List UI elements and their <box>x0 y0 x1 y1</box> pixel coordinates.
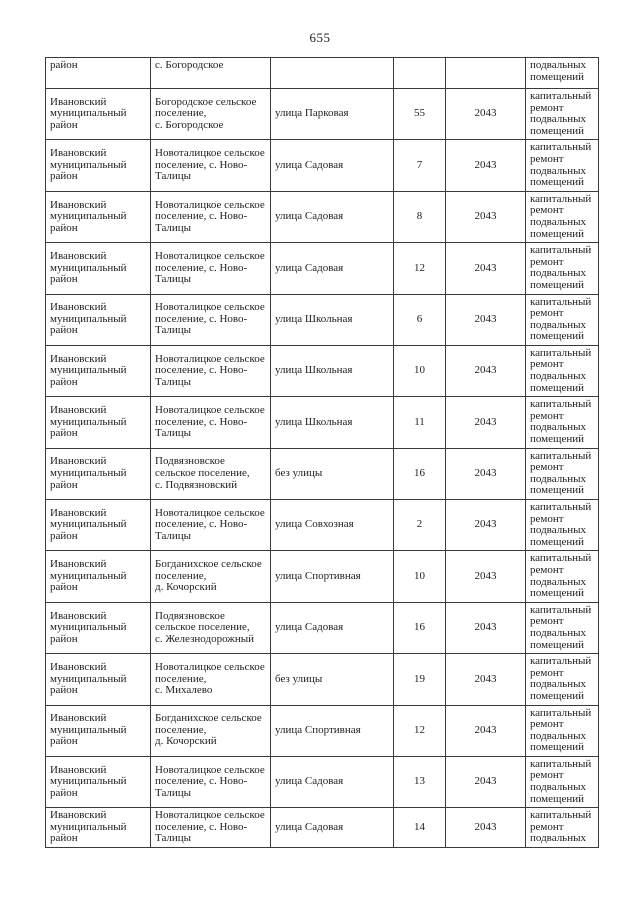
cell-district: Ивановский муниципальный район <box>46 756 151 807</box>
cell-settlement: Новоталицкое сельское поселение, с. Ново-Талицы <box>151 191 271 242</box>
cell-work-type: капитальный ремонт подвальных помещений <box>526 551 599 602</box>
cell-district: Ивановский муниципальный район <box>46 89 151 140</box>
cell-street: улица Садовая <box>271 808 394 848</box>
cell-house-number: 19 <box>394 654 446 705</box>
table-row <box>46 756 599 807</box>
cell-year <box>446 58 526 89</box>
cell-street: улица Спортивная <box>271 551 394 602</box>
cell-year: 2043 <box>446 448 526 499</box>
cell-year: 2043 <box>446 602 526 653</box>
cell-house-number: 8 <box>394 191 446 242</box>
cell-settlement: Богданихское сельское поселение, д. Кочорский <box>151 705 271 756</box>
cell-district: Ивановский муниципальный район <box>46 397 151 448</box>
cell-district: Ивановский муниципальный район <box>46 345 151 396</box>
cell-work-type: капитальный ремонт подвальных помещений <box>526 243 599 294</box>
cell-work-type: капитальный ремонт подвальных помещений <box>526 500 599 551</box>
table-body <box>46 58 599 848</box>
table-row <box>46 448 599 499</box>
page-number: 655 <box>309 30 331 45</box>
cell-street: улица Парковая <box>271 89 394 140</box>
cell-year: 2043 <box>446 294 526 345</box>
cell-settlement: Подвязновское сельское поселение, с. Железнодорожный <box>151 602 271 653</box>
cell-street: улица Школьная <box>271 397 394 448</box>
table-row <box>46 294 599 345</box>
cell-work-type: капитальный ремонт подвальных помещений <box>526 602 599 653</box>
cell-district: Ивановский муниципальный район <box>46 551 151 602</box>
cell-house-number: 16 <box>394 448 446 499</box>
cell-work-type: капитальный ремонт подвальных помещений <box>526 756 599 807</box>
cell-street: улица Садовая <box>271 602 394 653</box>
cell-settlement: Новоталицкое сельское поселение, с. Ново-Талицы <box>151 345 271 396</box>
cell-work-type: капитальный ремонт подвальных помещений <box>526 294 599 345</box>
cell-house-number: 10 <box>394 345 446 396</box>
cell-district: Ивановский муниципальный район <box>46 448 151 499</box>
cell-house-number: 7 <box>394 140 446 191</box>
cell-year: 2043 <box>446 654 526 705</box>
cell-house-number: 13 <box>394 756 446 807</box>
cell-settlement: Новоталицкое сельское поселение, с. Ново-Талицы <box>151 140 271 191</box>
cell-settlement: с. Богородское <box>151 58 271 89</box>
cell-year: 2043 <box>446 243 526 294</box>
cell-year: 2043 <box>446 500 526 551</box>
cell-settlement: Новоталицкое сельское поселение, с. Ново-Талицы <box>151 397 271 448</box>
cell-district: Ивановский муниципальный район <box>46 808 151 848</box>
cell-year: 2043 <box>446 397 526 448</box>
cell-district: район <box>46 58 151 89</box>
table-row <box>46 602 599 653</box>
cell-year: 2043 <box>446 756 526 807</box>
cell-settlement: Новоталицкое сельское поселение, с. Ново-Талицы <box>151 294 271 345</box>
cell-year: 2043 <box>446 89 526 140</box>
cell-street <box>271 58 394 89</box>
cell-house-number: 16 <box>394 602 446 653</box>
cell-work-type: капитальный ремонт подвальных помещений <box>526 448 599 499</box>
cell-district: Ивановский муниципальный район <box>46 191 151 242</box>
cell-year: 2043 <box>446 808 526 848</box>
cell-district: Ивановский муниципальный район <box>46 654 151 705</box>
cell-house-number: 12 <box>394 705 446 756</box>
cell-work-type: капитальный ремонт подвальных помещений <box>526 140 599 191</box>
cell-work-type: капитальный ремонт подвальных помещений <box>526 397 599 448</box>
cell-year: 2043 <box>446 705 526 756</box>
cell-street: улица Садовая <box>271 140 394 191</box>
cell-house-number: 11 <box>394 397 446 448</box>
table-row <box>46 243 599 294</box>
cell-settlement: Новоталицкое сельское поселение, с. Михалево <box>151 654 271 705</box>
cell-settlement: Новоталицкое сельское поселение, с. Ново-Талицы <box>151 243 271 294</box>
table-row <box>46 500 599 551</box>
cell-house-number: 10 <box>394 551 446 602</box>
cell-work-type: капитальный ремонт подвальных помещений <box>526 705 599 756</box>
cell-year: 2043 <box>446 345 526 396</box>
cell-settlement: Новоталицкое сельское поселение, с. Ново-Талицы <box>151 756 271 807</box>
cell-district: Ивановский муниципальный район <box>46 294 151 345</box>
cell-year: 2043 <box>446 551 526 602</box>
cell-year: 2043 <box>446 191 526 242</box>
cell-street: улица Садовая <box>271 756 394 807</box>
cell-house-number: 14 <box>394 808 446 848</box>
cell-settlement: Богданихское сельское поселение, д. Кочорский <box>151 551 271 602</box>
table-row <box>46 89 599 140</box>
cell-work-type: подвальных помещений <box>526 58 599 89</box>
cell-street: без улицы <box>271 448 394 499</box>
cell-street: без улицы <box>271 654 394 705</box>
cell-house-number: 2 <box>394 500 446 551</box>
cell-house-number: 55 <box>394 89 446 140</box>
table-row <box>46 191 599 242</box>
cell-street: улица Садовая <box>271 191 394 242</box>
cell-street: улица Садовая <box>271 243 394 294</box>
table-row <box>46 140 599 191</box>
cell-district: Ивановский муниципальный район <box>46 705 151 756</box>
cell-work-type: капитальный ремонт подвальных помещений <box>526 89 599 140</box>
table-row <box>46 705 599 756</box>
cell-street: улица Совхозная <box>271 500 394 551</box>
cell-district: Ивановский муниципальный район <box>46 602 151 653</box>
table-row <box>46 808 599 848</box>
table-row <box>46 58 599 89</box>
table-row <box>46 654 599 705</box>
cell-house-number <box>394 58 446 89</box>
cell-settlement: Богородское сельское поселение, с. Богородское <box>151 89 271 140</box>
cell-street: улица Спортивная <box>271 705 394 756</box>
cell-house-number: 6 <box>394 294 446 345</box>
table-row <box>46 551 599 602</box>
cell-work-type: капитальный ремонт подвальных помещений <box>526 654 599 705</box>
cell-settlement: Подвязновское сельское поселение, с. Подвязновский <box>151 448 271 499</box>
cell-street: улица Школьная <box>271 294 394 345</box>
cell-year: 2043 <box>446 140 526 191</box>
cell-settlement: Новоталицкое сельское поселение, с. Ново-Талицы <box>151 500 271 551</box>
cell-work-type: капитальный ремонт подвальных <box>526 808 599 848</box>
cell-district: Ивановский муниципальный район <box>46 243 151 294</box>
cell-district: Ивановский муниципальный район <box>46 140 151 191</box>
cell-work-type: капитальный ремонт подвальных помещений <box>526 191 599 242</box>
table-row <box>46 397 599 448</box>
cell-street: улица Школьная <box>271 345 394 396</box>
repair-program-table <box>45 57 599 848</box>
table-row <box>46 345 599 396</box>
cell-district: Ивановский муниципальный район <box>46 500 151 551</box>
cell-work-type: капитальный ремонт подвальных помещений <box>526 345 599 396</box>
cell-house-number: 12 <box>394 243 446 294</box>
cell-settlement: Новоталицкое сельское поселение, с. Ново-Талицы <box>151 808 271 848</box>
